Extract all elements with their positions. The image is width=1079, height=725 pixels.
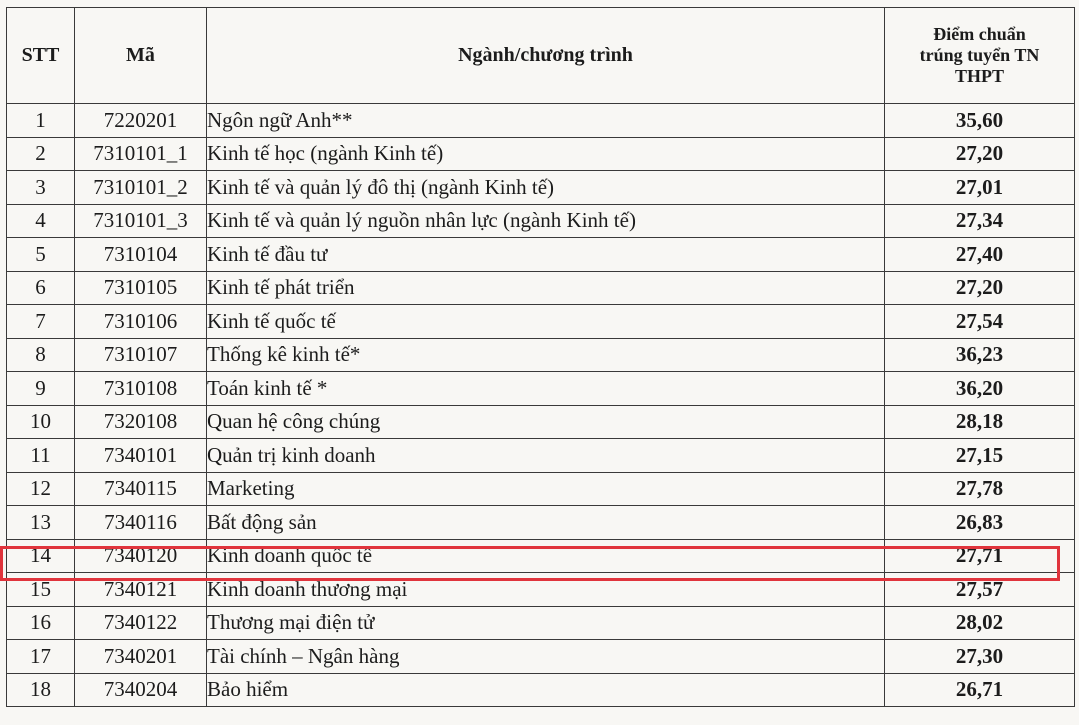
table-row xyxy=(7,171,1075,205)
row-code: 7340120 xyxy=(75,539,207,573)
row-stt: 3 xyxy=(7,171,75,205)
row-code: 7340121 xyxy=(75,573,207,607)
table-row xyxy=(7,104,1075,138)
row-code: 7340101 xyxy=(75,439,207,473)
row-program: Kinh tế phát triển xyxy=(207,271,885,305)
row-code: 7310106 xyxy=(75,305,207,339)
table-row xyxy=(7,305,1075,339)
row-score: 35,60 xyxy=(885,104,1075,138)
header-score-line3: THPT xyxy=(954,66,1004,86)
header-code: Mã xyxy=(75,8,207,104)
row-program: Bất động sản xyxy=(207,506,885,540)
row-program: Thống kê kinh tế* xyxy=(207,338,885,372)
row-stt: 6 xyxy=(7,271,75,305)
row-score: 26,71 xyxy=(885,673,1075,707)
header-score xyxy=(885,8,1075,104)
row-score: 27,30 xyxy=(885,640,1075,674)
table-row xyxy=(7,238,1075,272)
row-code: 7320108 xyxy=(75,405,207,439)
table-row xyxy=(7,137,1075,171)
row-stt: 17 xyxy=(7,640,75,674)
row-stt: 2 xyxy=(7,137,75,171)
row-score: 27,57 xyxy=(885,573,1075,607)
table-row xyxy=(7,573,1075,607)
row-code: 7220201 xyxy=(75,104,207,138)
admission-score-table xyxy=(6,7,1075,707)
table-row xyxy=(7,472,1075,506)
row-program: Kinh tế đầu tư xyxy=(207,238,885,272)
row-program: Kinh doanh quốc tế xyxy=(207,539,885,573)
table-row xyxy=(7,271,1075,305)
row-score: 27,15 xyxy=(885,439,1075,473)
header-stt: STT xyxy=(7,8,75,104)
row-score: 36,20 xyxy=(885,372,1075,406)
table-row xyxy=(7,506,1075,540)
row-program: Kinh tế và quản lý đô thị (ngành Kinh tế) xyxy=(207,171,885,205)
row-code: 7310101_1 xyxy=(75,137,207,171)
row-score: 27,34 xyxy=(885,204,1075,238)
header-score-line2: trúng tuyển TN xyxy=(919,45,1040,65)
row-code: 7340201 xyxy=(75,640,207,674)
row-stt: 15 xyxy=(7,573,75,607)
row-program: Kinh tế quốc tế xyxy=(207,305,885,339)
row-score: 27,01 xyxy=(885,171,1075,205)
row-score: 27,78 xyxy=(885,472,1075,506)
row-program: Quan hệ công chúng xyxy=(207,405,885,439)
row-stt: 8 xyxy=(7,338,75,372)
row-program: Ngôn ngữ Anh** xyxy=(207,104,885,138)
row-program: Kinh doanh thương mại xyxy=(207,573,885,607)
row-score: 36,23 xyxy=(885,338,1075,372)
table-row xyxy=(7,539,1075,573)
row-score: 27,20 xyxy=(885,271,1075,305)
row-score: 28,18 xyxy=(885,405,1075,439)
row-code: 7310105 xyxy=(75,271,207,305)
table-row xyxy=(7,606,1075,640)
row-program: Thương mại điện tử xyxy=(207,606,885,640)
row-score: 27,54 xyxy=(885,305,1075,339)
row-program: Marketing xyxy=(207,472,885,506)
row-score: 26,83 xyxy=(885,506,1075,540)
row-program: Tài chính – Ngân hàng xyxy=(207,640,885,674)
row-stt: 16 xyxy=(7,606,75,640)
row-stt: 9 xyxy=(7,372,75,406)
row-code: 7310101_2 xyxy=(75,171,207,205)
table-row xyxy=(7,439,1075,473)
row-stt: 12 xyxy=(7,472,75,506)
row-code: 7310107 xyxy=(75,338,207,372)
header-program: Ngành/chương trình xyxy=(207,8,885,104)
table-row xyxy=(7,405,1075,439)
row-stt: 5 xyxy=(7,238,75,272)
row-code: 7310101_3 xyxy=(75,204,207,238)
row-program: Quản trị kinh doanh xyxy=(207,439,885,473)
row-stt: 13 xyxy=(7,506,75,540)
row-stt: 7 xyxy=(7,305,75,339)
row-stt: 10 xyxy=(7,405,75,439)
row-code: 7340115 xyxy=(75,472,207,506)
row-score: 27,71 xyxy=(885,539,1075,573)
row-stt: 14 xyxy=(7,539,75,573)
header-score-line1: Điểm chuẩn xyxy=(933,24,1026,44)
row-program: Bảo hiểm xyxy=(207,673,885,707)
row-stt: 18 xyxy=(7,673,75,707)
table-row xyxy=(7,338,1075,372)
table-row xyxy=(7,640,1075,674)
row-score: 27,40 xyxy=(885,238,1075,272)
row-score: 27,20 xyxy=(885,137,1075,171)
row-stt: 4 xyxy=(7,204,75,238)
row-program: Kinh tế học (ngành Kinh tế) xyxy=(207,137,885,171)
row-score: 28,02 xyxy=(885,606,1075,640)
row-code: 7340116 xyxy=(75,506,207,540)
row-program: Kinh tế và quản lý nguồn nhân lực (ngành Kinh tế) xyxy=(207,204,885,238)
row-stt: 11 xyxy=(7,439,75,473)
row-stt: 1 xyxy=(7,104,75,138)
row-code: 7310104 xyxy=(75,238,207,272)
table-row xyxy=(7,372,1075,406)
table-row xyxy=(7,204,1075,238)
table-row xyxy=(7,673,1075,707)
table-header-row xyxy=(7,8,1075,104)
row-program: Toán kinh tế * xyxy=(207,372,885,406)
row-code: 7340122 xyxy=(75,606,207,640)
row-code: 7340204 xyxy=(75,673,207,707)
row-code: 7310108 xyxy=(75,372,207,406)
